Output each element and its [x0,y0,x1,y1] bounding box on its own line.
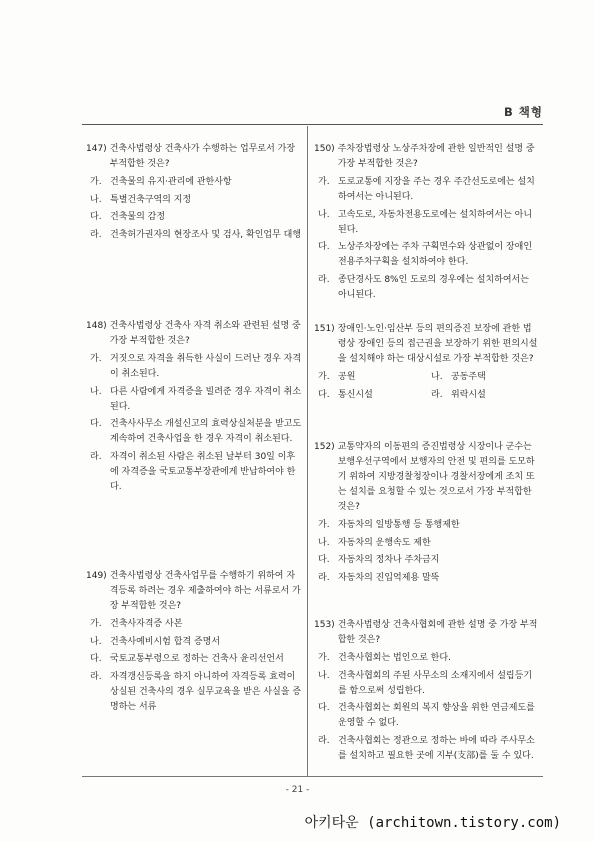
option-ga: 가. 공원 [318,372,356,382]
option-ra: 라. 자동차의 진입억제용 말뚝 [318,572,440,583]
watermark-text: 아키타운 (architown.tistory.com) [304,815,561,831]
option-ra: 라. 종단경사도 8%인 도로의 경우에는 설치하여서는 아니된다. [318,274,529,300]
question-stem: 장애인·노인·임산부 등의 편의증진 보장에 관한 법령상 장애인 등의 접근권을 보장하기 위한 편의시설을 설치해야 하는 대상시설로 가장 부적합한 것은? [337,324,538,364]
option-da: 다. 건축물의 감정 [90,212,166,222]
question-149 [86,569,302,717]
option-ga: 가. 거짓으로 자격을 취득한 사실이 드러난 경우 자격이 취소된다. [90,354,302,379]
option-ra: 라. 건축허가권자의 현장조사 및 검사, 확인업무 대행 [90,229,302,240]
option-na: 나. 자동차의 운행속도 제한 [318,537,431,548]
option-ra: 라. 건축사협회는 정관으로 정하는 바에 따라 주사무소를 설치하고 필요한 곳에 지부(支部)를 둘 수 있다. [318,735,535,761]
option-ra: 라. 자격갱신등록을 하지 아니하여 자격등록 효력이 상실된 건축사의 경우 실무교육을 받은 사실을 증명하는 서류 [90,671,302,712]
option-da: 다. 자동차의 정차나 주차금지 [318,555,440,565]
question-number: 148) [86,321,107,331]
question-148 [86,319,302,497]
question-stem: 건축사법령상 건축사협회에 관한 설명 중 가장 부적합한 것은? [337,620,538,645]
question-number: 152) [314,442,335,452]
option-ga: 가. 도로교통에 지장을 주는 경우 주간선도로에는 설치하여서는 아니된다. [318,177,535,202]
option-na: 나. 특별건축구역의 지정 [90,194,192,205]
question-stem: 건축사법령상 건축사업무를 수행하기 위하여 자격등록 하려는 경우 제출하여야 하는 서류로서 가장 부적합한 것은? [109,571,301,611]
option-da: 다. 건축사사무소 개설신고의 효력상실처분을 받고도 계속하여 건축사업을 한 경우 자격이 취소된다. [90,419,302,444]
option-da: 다. 통신시설 [318,390,373,400]
option-da: 다. 건축사협회는 회원의 복지 향상을 위한 연금제도를 운영할 수 없다. [318,703,535,728]
question-number: 153) [314,620,335,630]
page-number: - 21 - [285,785,310,795]
option-ra: 라. 자격이 취소된 사람은 취소된 날부터 30일 이후에 자격증을 국토교통부장관에게 반납하여야 한다. [90,451,296,492]
question-153 [314,618,540,766]
question-147 [86,142,302,245]
question-number: 147) [86,144,107,154]
question-stem: 주차장법령상 노상주차장에 관한 일반적인 설명 중 가장 부적합한 것은? [337,144,535,169]
option-ga: 가. 건축사협회는 법인으로 한다. [318,653,451,663]
column-divider [307,126,308,776]
question-stem: 건축사법령상 건축사 자격 취소와 관련된 설명 중 가장 부적합한 것은? [109,321,301,346]
option-da: 다. 노상주차장에는 주차 구획면수와 상관없이 장애인 전용주차구획을 설치하여야 한다. [318,242,533,267]
question-number: 149) [86,571,107,581]
question-150 [314,142,540,305]
question-stem: 교통약자의 이동편의 증진법령상 시장이나 군수는 보행우선구역에서 보행자의 안전 및 편의를 도모하기 위하여 지방경찰청장이나 경찰서장에게 조치 또는 설치를 요청할 수 있는 것으로서 가장 부적합한 것은? [337,442,535,512]
option-ga: 가. 자동차의 일방통행 등 통행제한 [318,520,460,530]
option-na: 나. 고속도로, 자동차전용도로에는 설치하여서는 아니된다. [318,209,533,235]
header-rule [82,124,543,125]
exam-type-label: B 책형 [504,105,543,119]
option-na: 나. 건축사협회의 주된 사무소의 소재지에서 설립등기를 함으로써 성립한다. [318,670,533,696]
question-number: 151) [314,324,335,334]
option-na: 나. 공동주택 [431,372,486,382]
option-ra: 라. 위락시설 [431,390,486,400]
option-na: 나. 다른 사람에게 자격증을 빌려준 경우 자격이 취소된다. [90,386,302,412]
question-152 [314,440,540,588]
footer-rule [82,776,543,777]
question-stem: 건축사법령상 건축사가 수행하는 업무로서 가장 부적합한 것은? [109,144,296,169]
option-ga: 가. 건축물의 유지·관리에 관한사항 [90,177,232,187]
question-151 [314,322,540,403]
option-ga: 가. 건축사자격증 사본 [90,619,183,629]
option-da: 다. 국토교통부령으로 정하는 건축사 윤리선언서 [90,654,284,664]
question-number: 150) [314,144,335,154]
option-na: 나. 건축사예비시험 합격 증명서 [90,636,221,647]
